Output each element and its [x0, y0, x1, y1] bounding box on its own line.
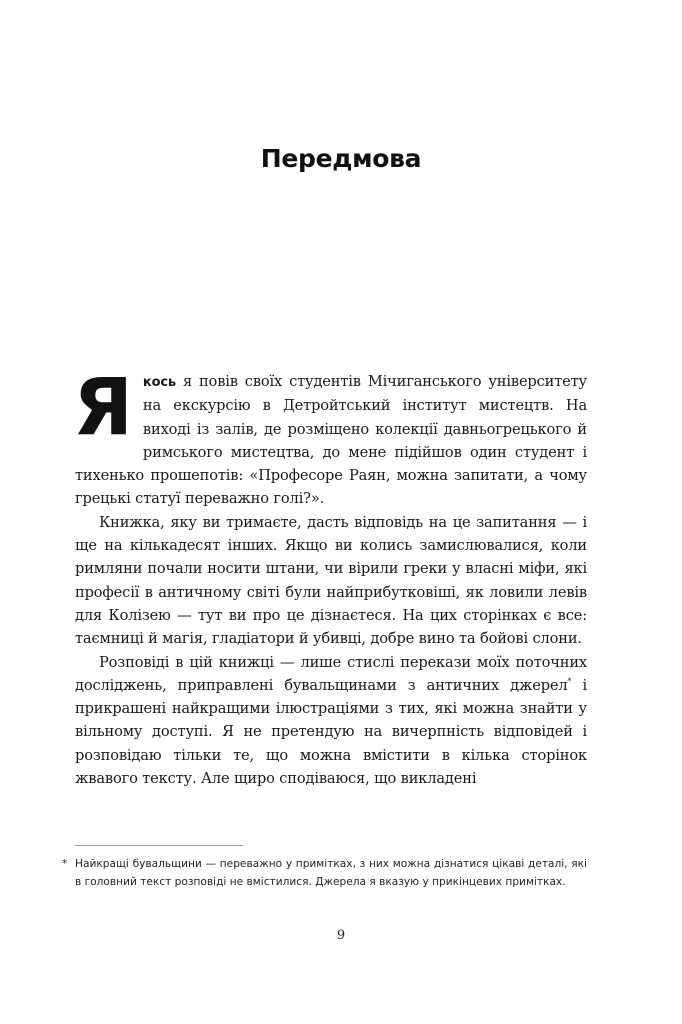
body-text [73, 363, 587, 790]
paragraph-1-text: я повів своїх студентів Мічиганського університету на екскурсію в Детройтський інститут мистецтв. На виході із залів, де розміщено колекції давньогрецького й римського мистецтва, до мене підійшов один студент і тихенько прошепотів: «Професоре Раян, можна запитати, а чому грецькі статуї переважно голі?». [75, 373, 587, 508]
paragraph-1 [73, 363, 587, 511]
paragraph-3-text-after: і прикрашені найкращими ілюстраціями з тих, які можна знайти у вільному доступі. Я не претендую на вичерпність відповідей і розповідаю тільки те, що можна вмістити в кілька сторінок жвавого тексту. Але щиро сподіваюся, що викладені [75, 676, 587, 788]
paragraph-3-text-before: Розповіді в цій книжці — лише стислі перекази моїх поточних досліджень, приправлені бувальщинами з античних джерел [75, 653, 587, 694]
paragraph-2 [75, 511, 587, 651]
footnote-mark: * [62, 858, 68, 870]
footnote-divider [75, 845, 243, 846]
chapter-title: Передмова [260, 144, 422, 173]
paragraph-2-text: Книжка, яку ви тримаєте, дасть відповідь на це запитання — і ще на кількадесят інших. Якщо ви колись замислювалися, коли римляни почали носити штани, чи вірили греки у власні міфи, які професії в античному світі були найприбутковіші, як ловили левів для Колізею — тут ви про це дізнаєтеся. На цих сторінках є все: таємниці й магія, гладіатори й убивці, добре вино та бойові слони. [75, 513, 587, 648]
footnote [62, 856, 587, 891]
footnote-text: Найкращі бувальщини — переважно у примітках, з них можна дізнатися цікаві деталі, які в головний текст розповіді не вмістилися. Джерела я вказую у прикінцевих примітках. [75, 858, 587, 888]
paragraph-3 [75, 651, 587, 791]
footnote-reference[interactable]: * [567, 677, 572, 686]
page-number: 9 [336, 928, 346, 943]
lead-word: кось [142, 375, 177, 390]
drop-cap: Я [73, 363, 133, 453]
